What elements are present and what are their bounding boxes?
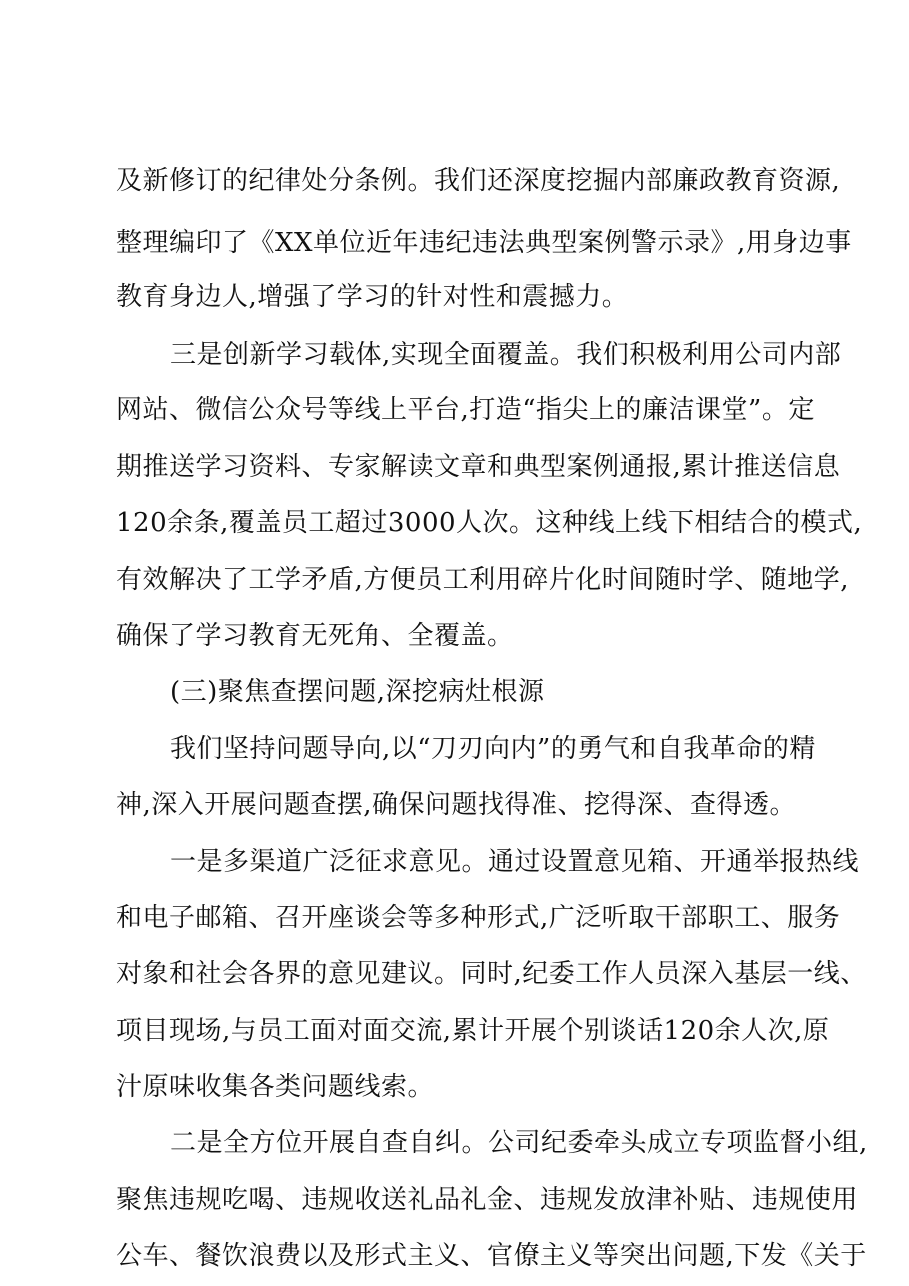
text-line: 项目现场,与员工面对面交流,累计开展个别谈话120余人次,原 [116,1016,830,1046]
text-line: 网站、微信公众号等线上平台,打造“指尖上的廉洁课堂”。定 [116,395,815,425]
paragraph-start-line: 我们坚持问题导向,以“刀刃向内”的勇气和自我革命的精 [170,734,816,764]
text-line: 120余条,覆盖员工超过3000人次。这种线上线下相结合的模式, [116,508,863,538]
text-line: 汁原味收集各类问题线索。 [116,1072,435,1102]
text-line: 对象和社会各界的意见建议。同时,纪委工作人员深入基层一线、 [116,959,867,989]
text-line: 有效解决了工学矛盾,方便员工利用碎片化时间随时学、随地学, [116,565,850,595]
text-line: 期推送学习资料、专家解读文章和典型案例通报,累计推送信息 [116,452,841,482]
text-line: 整理编印了《XX单位近年违纪违法典型案例警示录》,用身边事 [116,228,852,258]
text-line: 确保了学习教育无死角、全覆盖。 [116,621,514,651]
text-line: 公车、餐饮浪费以及形式主义、官僚主义等突出问题,下发《关于 [116,1241,867,1271]
paragraph-start-line: 二是全方位开展自查自纠。公司纪委牵头成立专项监督小组, [170,1128,868,1158]
section-heading: (三)聚焦查摆问题,深挖病灶根源 [170,677,545,707]
text-line: 教育身边人,增强了学习的针对性和震撼力。 [116,282,629,312]
text-line: 聚焦违规吃喝、违规收送礼品礼金、违规发放津补贴、违规使用 [116,1185,859,1215]
text-line: 神,深入开展问题查摆,确保问题找得准、挖得深、查得透。 [116,790,797,820]
paragraph-start-line: 一是多渠道广泛征求意见。通过设置意见箱、开通举报热线 [170,847,860,877]
paragraph-start-line: 三是创新学习载体,实现全面覆盖。我们积极利用公司内部 [170,340,842,370]
text-line: 和电子邮箱、召开座谈会等多种形式,广泛听取干部职工、服务 [116,903,841,933]
text-line: 及新修订的纪律处分条例。我们还深度挖掘内部廉政教育资源, [116,166,841,196]
